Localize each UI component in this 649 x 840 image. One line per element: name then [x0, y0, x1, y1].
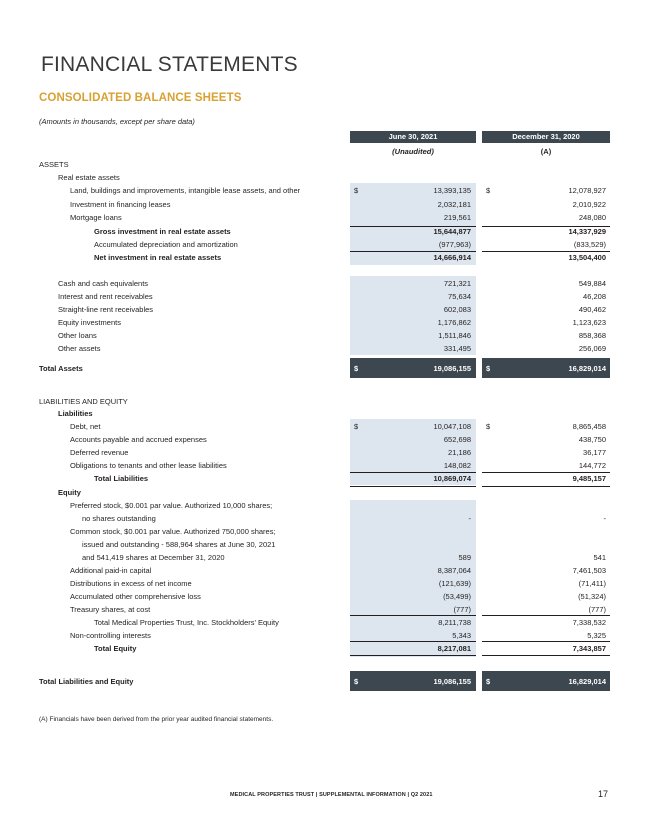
- table-row: Real estate assets: [58, 173, 120, 182]
- table-row: Treasury shares, at cost (777) (777): [70, 605, 606, 614]
- table-row: Total Medical Properties Trust, Inc. Stockholders' Equity 8,211,738 7,338,532: [94, 618, 606, 627]
- table-row: Distributions in excess of net income (121,639) (71,411): [70, 579, 606, 588]
- table-row: Interest and rent receivables 75,634 46,208: [58, 292, 606, 301]
- table-row: Debt, net $ 10,047,108 $ 8,865,458: [70, 422, 606, 431]
- units-note: (Amounts in thousands, except per share data): [39, 117, 195, 126]
- table-row: Non-controlling interests 5,343 5,325: [70, 631, 606, 640]
- page-number: 17: [598, 789, 609, 799]
- section-heading-liabilities-equity: LIABILITIES AND EQUITY: [39, 397, 128, 406]
- table-row: Deferred revenue 21,186 36,177: [70, 448, 606, 457]
- table-row-subtotal: Total Equity 8,217,081 7,343,857: [94, 644, 606, 653]
- table-row: Additional paid-in capital 8,387,064 7,461,503: [70, 566, 606, 575]
- table-row: issued and outstanding - 588,964 shares at June 30, 2021: [82, 540, 276, 549]
- table-row: Investment in financing leases 2,032,181 2,010,922: [70, 200, 606, 209]
- table-row: Accumulated other comprehensive loss (53,499) (51,324): [70, 592, 606, 601]
- page-title: FINANCIAL STATEMENTS: [41, 53, 298, 76]
- table-row: no shares outstanding - -: [82, 514, 606, 523]
- rule: [482, 655, 610, 656]
- table-row: Accumulated depreciation and amortization (977,963) (833,529): [94, 240, 606, 249]
- table-row: Equity: [58, 488, 81, 497]
- table-row: and 541,419 shares at December 31, 2020 589 541: [82, 553, 606, 562]
- column-subheader-a: (A): [540, 147, 552, 156]
- table-row: Land, buildings and improvements, intangible lease assets, and other $ 13,393,135 $ 12,078,927: [70, 186, 606, 195]
- table-row: Obligations to tenants and other lease liabilities 148,082 144,772: [70, 461, 606, 470]
- footnote: (A) Financials have been derived from the prior year audited financial statements.: [39, 716, 274, 723]
- page-footer: MEDICAL PROPERTIES TRUST | SUPPLEMENTAL INFORMATION | Q2 2021: [230, 792, 433, 798]
- column-subheader-unaudited: (Unaudited): [392, 147, 434, 156]
- table-row: Straight-line rent receivables 602,083 490,462: [58, 305, 606, 314]
- table-row: Other assets 331,495 256,069: [58, 344, 606, 353]
- table-row: Mortgage loans 219,561 248,080: [70, 213, 606, 222]
- table-row: Cash and cash equivalents 721,321 549,884: [58, 279, 606, 288]
- table-row: Liabilities: [58, 409, 93, 418]
- table-row: Common stock, $0.001 par value. Authorized 750,000 shares;: [70, 527, 276, 536]
- table-row: Preferred stock, $0.001 par value. Authorized 10,000 shares;: [70, 501, 273, 510]
- rule: [350, 655, 476, 656]
- section-title: CONSOLIDATED BALANCE SHEETS: [39, 92, 242, 104]
- table-row-total-assets: Total Assets $ 19,086,155 $ 16,829,014: [39, 364, 606, 373]
- column-header-june-2021: June 30, 2021: [350, 131, 476, 143]
- table-row: Equity investments 1,176,862 1,123,623: [58, 318, 606, 327]
- table-row: Other loans 1,511,846 858,368: [58, 331, 606, 340]
- table-row-subtotal: Gross investment in real estate assets 15,644,877 14,337,929: [94, 227, 606, 236]
- section-heading-assets: ASSETS: [39, 160, 69, 169]
- table-row-subtotal: Net investment in real estate assets 14,666,914 13,504,400: [94, 253, 606, 262]
- table-row-subtotal: Total Liabilities 10,869,074 9,485,157: [94, 474, 606, 483]
- table-row: Accounts payable and accrued expenses 652,698 438,750: [70, 435, 606, 444]
- table-row-total-liabilities-equity: Total Liabilities and Equity $ 19,086,155 $ 16,829,014: [39, 677, 606, 686]
- column-header-dec-2020: December 31, 2020: [482, 131, 610, 143]
